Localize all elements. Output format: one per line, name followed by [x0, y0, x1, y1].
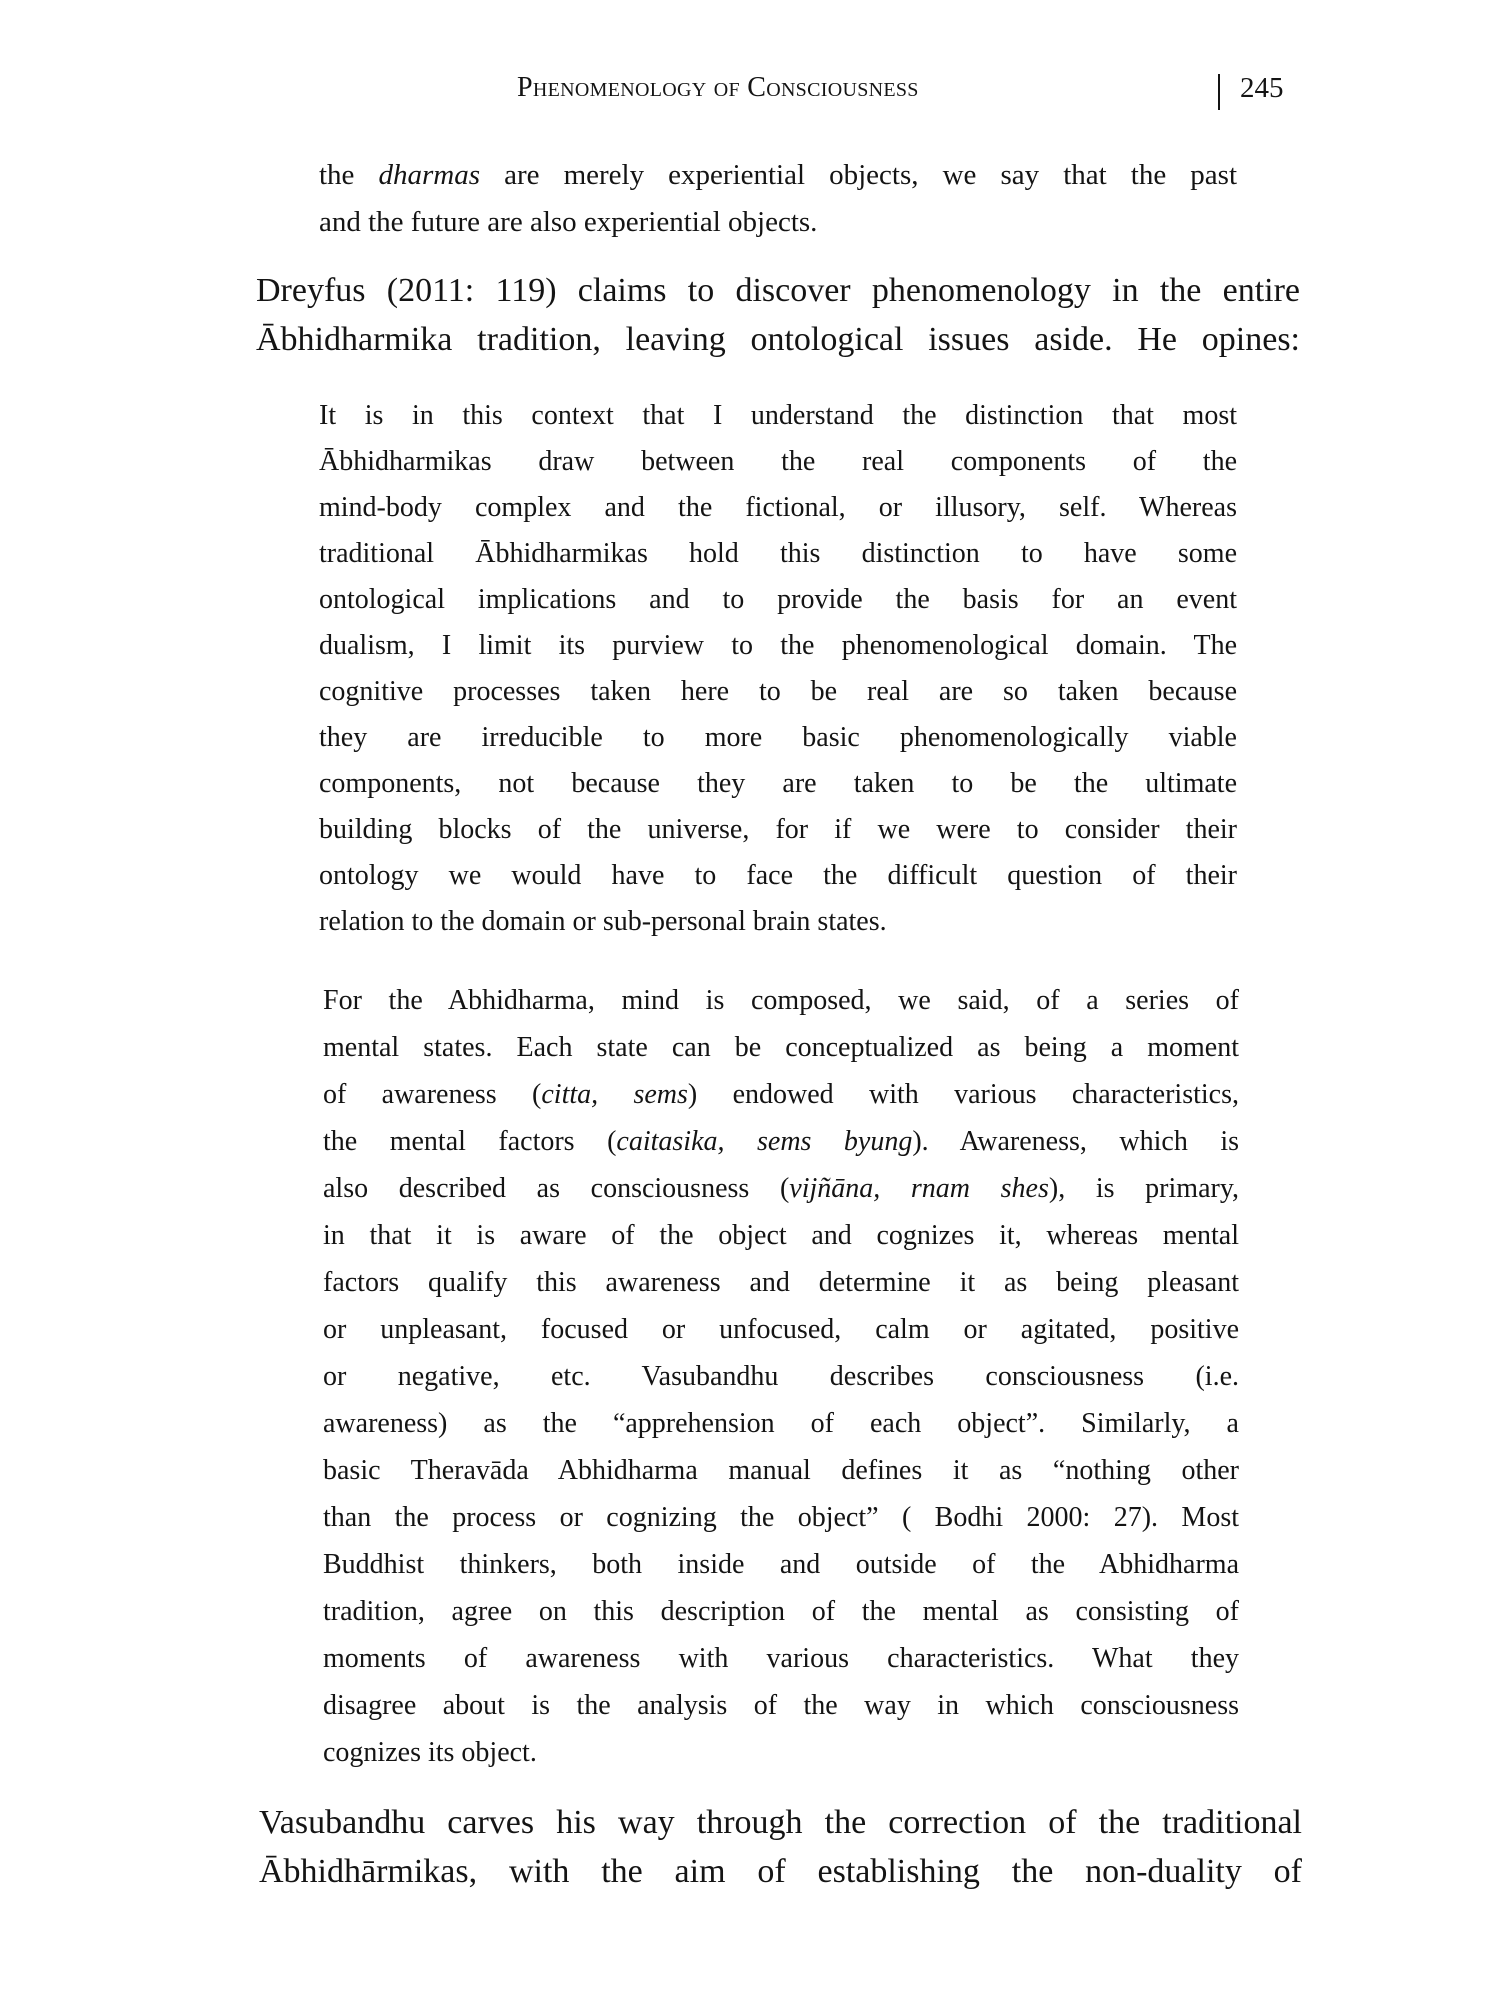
- text-segment: mental states. Each state can be conceptualized as being a moment: [323, 1032, 1239, 1063]
- text-line: [323, 1306, 1239, 1353]
- text-line: [319, 669, 1237, 715]
- text-segment: or unpleasant, focused or unfocused, calm or agitated, positive: [323, 1314, 1239, 1345]
- text-line: [323, 1212, 1239, 1259]
- text-line: [323, 1024, 1239, 1071]
- text-line: [319, 485, 1237, 531]
- text-line: [319, 853, 1237, 899]
- text-line: [323, 1635, 1239, 1682]
- text-segment: or negative, etc. Vasubandhu describes consciousness (i.e.: [323, 1361, 1239, 1392]
- text-line: [319, 439, 1237, 485]
- text-line: [319, 152, 1237, 199]
- text-segment: It is in this context that I understand the distinction that most: [319, 400, 1237, 431]
- text-segment: disagree about is the analysis of the way in which consciousness: [323, 1690, 1239, 1721]
- block-quote-1: [319, 393, 1237, 945]
- text-line: [323, 1353, 1239, 1400]
- text-line: [319, 761, 1237, 807]
- text-segment: traditional Ābhidharmikas hold this distinction to have some: [319, 538, 1237, 569]
- text-segment: Ābhidharmikas draw between the real components of the: [319, 446, 1237, 477]
- text-segment: awareness) as the “apprehension of each object”. Similarly, a: [323, 1408, 1239, 1439]
- text-line: [323, 1400, 1239, 1447]
- text-line: [323, 977, 1239, 1024]
- text-segment: mind-body complex and the fictional, or illusory, self. Whereas: [319, 492, 1237, 523]
- text-segment: components, not because they are taken to be the ultimate: [319, 768, 1237, 799]
- text-segment: Dreyfus (2011: 119) claims to discover phenomenology in the entire: [256, 272, 1300, 309]
- text-line: [323, 1165, 1239, 1212]
- text-line: [323, 1494, 1239, 1541]
- text-segment: Buddhist thinkers, both inside and outside of the Abhidharma: [323, 1549, 1239, 1580]
- text-line: [323, 1118, 1239, 1165]
- text-segment: dualism, I limit its purview to the phenomenological domain. The: [319, 630, 1237, 661]
- text-segment: than the process or cognizing the object” ( Bodhi 2000: 27). Most: [323, 1502, 1239, 1533]
- text-line: [319, 531, 1237, 577]
- text-segment: cognizes its object.: [323, 1737, 537, 1768]
- continued-quote-paragraph: [319, 152, 1237, 246]
- text-segment: cognitive processes taken here to be real are so taken because: [319, 676, 1237, 707]
- italic-term: dharmas: [378, 159, 481, 191]
- text-segment: ontology we would have to face the difficult question of their: [319, 860, 1237, 891]
- body-paragraph-vasubandhu: [259, 1798, 1302, 1896]
- text-line: [323, 1071, 1239, 1118]
- text-line: [319, 577, 1237, 623]
- text-segment: relation to the domain or sub-personal brain states.: [319, 906, 887, 937]
- text-line: [319, 199, 1237, 246]
- text-segment: Ābhidharmika tradition, leaving ontological issues aside. He opines:: [256, 321, 1300, 358]
- text-line: [256, 266, 1300, 315]
- text-line: [256, 315, 1300, 364]
- text-segment: they are irreducible to more basic phenomenologically viable: [319, 722, 1237, 753]
- page-number: 245: [1240, 72, 1284, 104]
- text-segment: ) endowed with various characteristics,: [687, 1079, 1239, 1110]
- text-segment: factors qualify this awareness and determine it as being pleasant: [323, 1267, 1239, 1298]
- body-paragraph-dreyfus: [256, 266, 1300, 364]
- text-line: [319, 393, 1237, 439]
- text-segment: building blocks of the universe, for if we were to consider their: [319, 814, 1237, 845]
- text-segment: Vasubandhu carves his way through the correction of the traditional: [259, 1804, 1302, 1841]
- running-header: [0, 72, 1500, 112]
- text-line: [319, 623, 1237, 669]
- text-segment: For the Abhidharma, mind is composed, we said, of a series of: [323, 985, 1239, 1016]
- text-line: [319, 807, 1237, 853]
- text-line: [319, 899, 1237, 945]
- text-segment: of awareness (: [323, 1079, 542, 1110]
- text-segment: and the future are also experiential objects.: [319, 206, 818, 238]
- text-line: [323, 1588, 1239, 1635]
- italic-term: citta, sems: [541, 1079, 688, 1110]
- text-line: [319, 715, 1237, 761]
- text-segment: Ābhidhārmikas, with the aim of establishing the non-duality of: [259, 1853, 1302, 1890]
- block-quote-2: [323, 977, 1239, 1776]
- text-line: [323, 1729, 1239, 1776]
- text-line: [323, 1259, 1239, 1306]
- text-segment: in that it is aware of the object and cognizes it, whereas mental: [323, 1220, 1239, 1251]
- running-title: Phenomenology of Consciousness: [517, 72, 919, 103]
- text-segment: tradition, agree on this description of the mental as consisting of: [323, 1596, 1239, 1627]
- header-divider: [1218, 74, 1220, 110]
- text-segment: are merely experiential objects, we say that the past: [480, 159, 1238, 191]
- text-segment: ontological implications and to provide the basis for an event: [319, 584, 1237, 615]
- text-segment: ). Awareness, which is: [912, 1126, 1240, 1157]
- italic-term: caitasika, sems byung: [616, 1126, 913, 1157]
- text-segment: also described as consciousness (: [323, 1173, 790, 1204]
- text-line: [323, 1541, 1239, 1588]
- text-segment: the mental factors (: [323, 1126, 617, 1157]
- italic-term: vijñāna, rnam shes: [789, 1173, 1049, 1204]
- text-segment: ), is primary,: [1048, 1173, 1239, 1204]
- text-segment: basic Theravāda Abhidharma manual defines it as “nothing other: [323, 1455, 1239, 1486]
- text-line: [323, 1447, 1239, 1494]
- text-segment: moments of awareness with various characteristics. What they: [323, 1643, 1239, 1674]
- text-line: [259, 1847, 1302, 1896]
- text-segment: the: [319, 159, 379, 191]
- text-line: [259, 1798, 1302, 1847]
- text-line: [323, 1682, 1239, 1729]
